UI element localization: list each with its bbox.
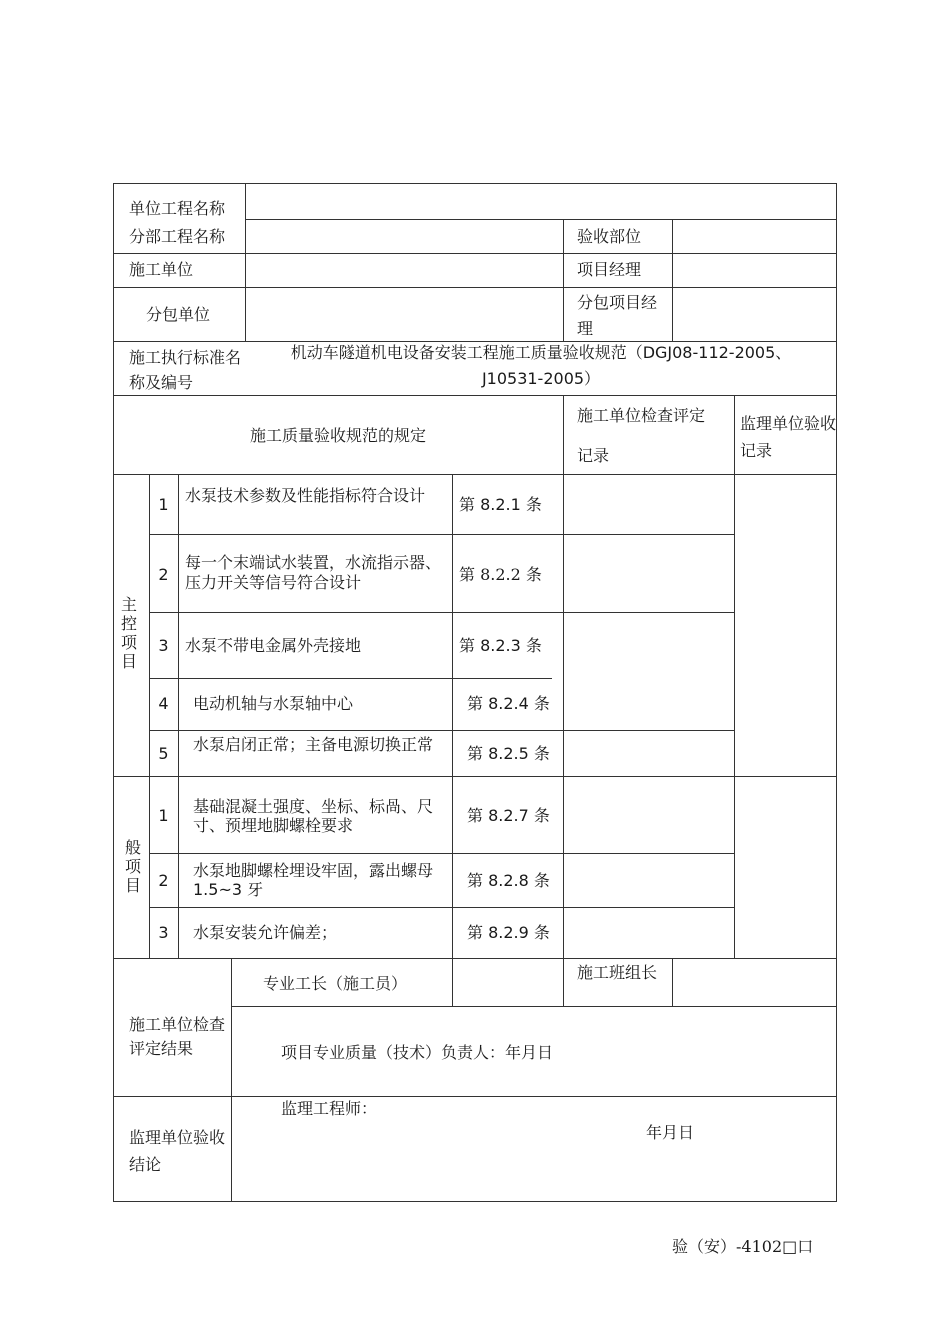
item-description: 每一个末端试水装置，水流指示器、压力开关等信号符合设计: [185, 553, 442, 592]
grid-line: [672, 219, 673, 341]
row-number: 1: [158, 806, 169, 825]
item-description: 水泵启闭正常；主备电源切换正常: [193, 735, 434, 754]
project-manager-label: 项目经理: [577, 260, 642, 279]
grid-line: [113, 958, 837, 959]
contractor-check-header-line1: 施工单位检查评定: [577, 406, 706, 425]
grid-line: [149, 534, 734, 535]
grid-line: [245, 183, 246, 341]
unit-project-label: 单位工程名称: [129, 199, 226, 218]
row-number: 5: [158, 744, 169, 763]
subcontract-unit-label: 分包单位: [146, 305, 211, 324]
grid-line: [149, 730, 734, 731]
grid-line: [149, 907, 734, 908]
supervisor-conclusion-label: 监理单位验收结论: [129, 1128, 226, 1174]
spec-header: 施工质量验收规范的规定: [249, 426, 426, 445]
grid-line: [113, 776, 837, 777]
supervisor-record-header: 监理单位验收记录: [740, 414, 837, 460]
row-number: 1: [158, 495, 169, 514]
main-items-group-label: 主控项目: [120, 595, 137, 671]
standard-label: 施工执行标准名称及编号: [129, 348, 242, 392]
grid-line: [149, 678, 552, 679]
grid-line: [734, 395, 735, 958]
item-description: 基础混凝土强度、坐标、标咼、尺寸、预埋地脚螺栓要求: [193, 797, 434, 835]
grid-line: [563, 395, 564, 474]
standard-value-line1: 机动车隧道机电设备安装工程施工质量验收规范（DGJ08-112-2005、: [290, 343, 792, 362]
grid-line: [149, 853, 734, 854]
engineer-label: 监理工程师：: [281, 1099, 378, 1118]
row-number: 2: [158, 565, 169, 584]
grid-line: [452, 474, 453, 958]
grid-line: [245, 219, 837, 220]
item-clause: 第 8.2.7 条: [467, 806, 550, 825]
item-description: 水泵技术参数及性能指标符合设计: [185, 486, 426, 505]
acceptance-part-label: 验收部位: [577, 227, 642, 246]
grid-line: [149, 612, 734, 613]
team-leader-label: 施工班组长: [577, 963, 658, 982]
standard-value-line2: J10531-2005）: [481, 369, 601, 388]
contractor-result-label: 施工单位检查评定结果: [129, 1015, 226, 1058]
grid-line: [672, 958, 673, 1006]
item-clause: 第 8.2.9 条: [467, 923, 550, 942]
grid-line: [113, 1096, 837, 1097]
grid-line: [452, 958, 453, 1006]
item-clause: 第 8.2.2 条: [459, 565, 542, 584]
supervisor-date-label: 年月日: [646, 1123, 695, 1142]
item-description: 水泵地脚螺栓埋设牢固，露出螺母 1.5~3 牙: [193, 861, 434, 899]
item-clause: 第 8.2.4 条: [467, 694, 550, 713]
sub-project-label: 分部工程名称: [129, 227, 226, 246]
item-clause: 第 8.2.5 条: [467, 744, 550, 763]
item-description: 水泵不带电金属外壳接地: [185, 636, 362, 655]
grid-line: [113, 253, 837, 254]
form-code: 验（安）-4102□口: [672, 1237, 814, 1256]
row-number: 4: [158, 694, 169, 713]
grid-line: [563, 958, 564, 1006]
grid-line: [113, 395, 837, 396]
grid-line: [178, 474, 179, 958]
grid-line: [113, 474, 837, 475]
grid-line: [113, 287, 837, 288]
grid-line: [231, 958, 232, 1202]
subcontract-manager-label: 分包项目经理: [577, 293, 658, 338]
general-items-group-label: 般项目: [124, 838, 141, 895]
item-clause: 第 8.2.8 条: [467, 871, 550, 890]
item-clause: 第 8.2.3 条: [459, 636, 542, 655]
foreman-label: 专业工长（施工员）: [263, 974, 408, 993]
row-number: 3: [158, 923, 169, 942]
row-number: 2: [158, 871, 169, 890]
grid-line: [563, 474, 564, 958]
grid-line: [563, 219, 564, 341]
construction-unit-label: 施工单位: [129, 260, 194, 279]
row-number: 3: [158, 636, 169, 655]
grid-line: [231, 1006, 837, 1007]
item-description: 水泵安装允许偏差；: [193, 923, 338, 942]
item-clause: 第 8.2.1 条: [459, 495, 542, 514]
quality-owner-line: 项目专业质量（技术）负责人：年月日: [281, 1043, 554, 1062]
item-description: 电动机轴与水泵轴中心: [193, 694, 354, 713]
contractor-check-header-line2: 记录: [577, 446, 610, 465]
